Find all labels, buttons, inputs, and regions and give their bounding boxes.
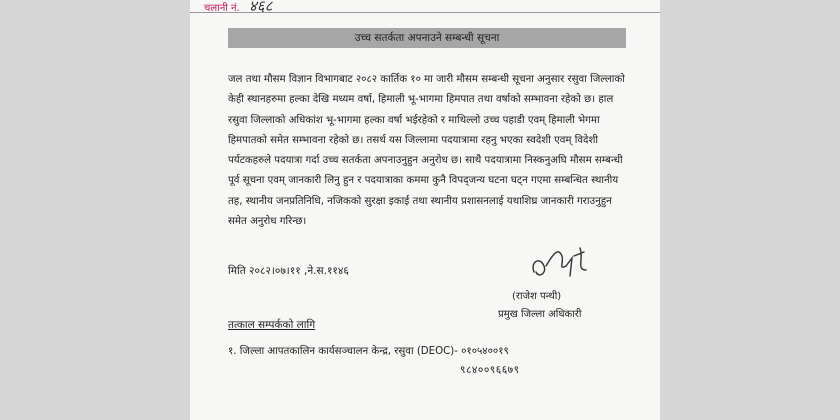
date-line: मिति २०८२।०७।११ ,ने.स.११४६ [228, 265, 349, 277]
notice-title: उच्च सतर्कता अपनाउने सम्बन्धी सूचना [228, 28, 626, 48]
reference-number [204, 0, 272, 16]
document-page [190, 0, 660, 420]
contact-deoc-line: १. जिल्ला आपतकालिन कार्यसञ्चालन केन्द्र, रसुवा (DEOC)- ०१०५४००१९ [228, 346, 509, 357]
contact-mobile-number: ९८४००९६६७९ [460, 364, 520, 376]
reference-label: चलानी नं. [204, 3, 240, 14]
notice-body: जल तथा मौसम विज्ञान विभागबाट २०८२ कार्तिक १० मा जारी मौसम सम्बन्धी सूचना अनुसार रसुवा जिल्लाको केही स्थानहरुमा हल्का देखि मध्यम वर्षा, हिमाली भू-भागमा हिमपात तथा वर्षाको सम्भावना रहेको छ। हाल रसुवा जिल्लाको अधिकांश भू-भागमा हल्का वर्षा भईरहेको र माथिल्लो उच्च पहाडी एवम् हिमाली भेगमा हिमपातको समेत सम्भावना रहेको छ। तसर्थ यस जिल्लामा पदयात्रामा रहनु भएका स्वदेशी एवम् विदेशी पर्यटकहरुले पदयात्रा गर्दा उच्च सतर्कता अपनाउनुहुन अनुरोध छ। साथै पदयात्रामा निस्कनुअघि मौसम सम्बन्धी पूर्व सूचना एवम् जानकारी लिनु हुन र पदयात्राका कममा कुनै विपद्जन्य घटना घट्न गएमा सम्बन्धित स्थानीय तह, स्थानीय जनप्रतिनिधि, नजिकको सुरक्षा इकाई तथा स्थानीय प्रशासनलाई यथाशिघ्र जानकारी गराउनुहुन समेत अनुरोध गरिन्छ। [228, 74, 625, 228]
header-rule [190, 12, 660, 13]
right-background-band [660, 0, 840, 420]
contact-heading: तत्काल सम्पर्कको लागि [228, 319, 316, 331]
signature-mark [528, 236, 598, 282]
signer-name: (राजेश पन्थी) [512, 291, 562, 302]
reference-value: ४६८ [248, 0, 273, 15]
signer-title: प्रमुख जिल्ला अधिकारी [498, 309, 582, 320]
left-background-band [0, 0, 190, 420]
